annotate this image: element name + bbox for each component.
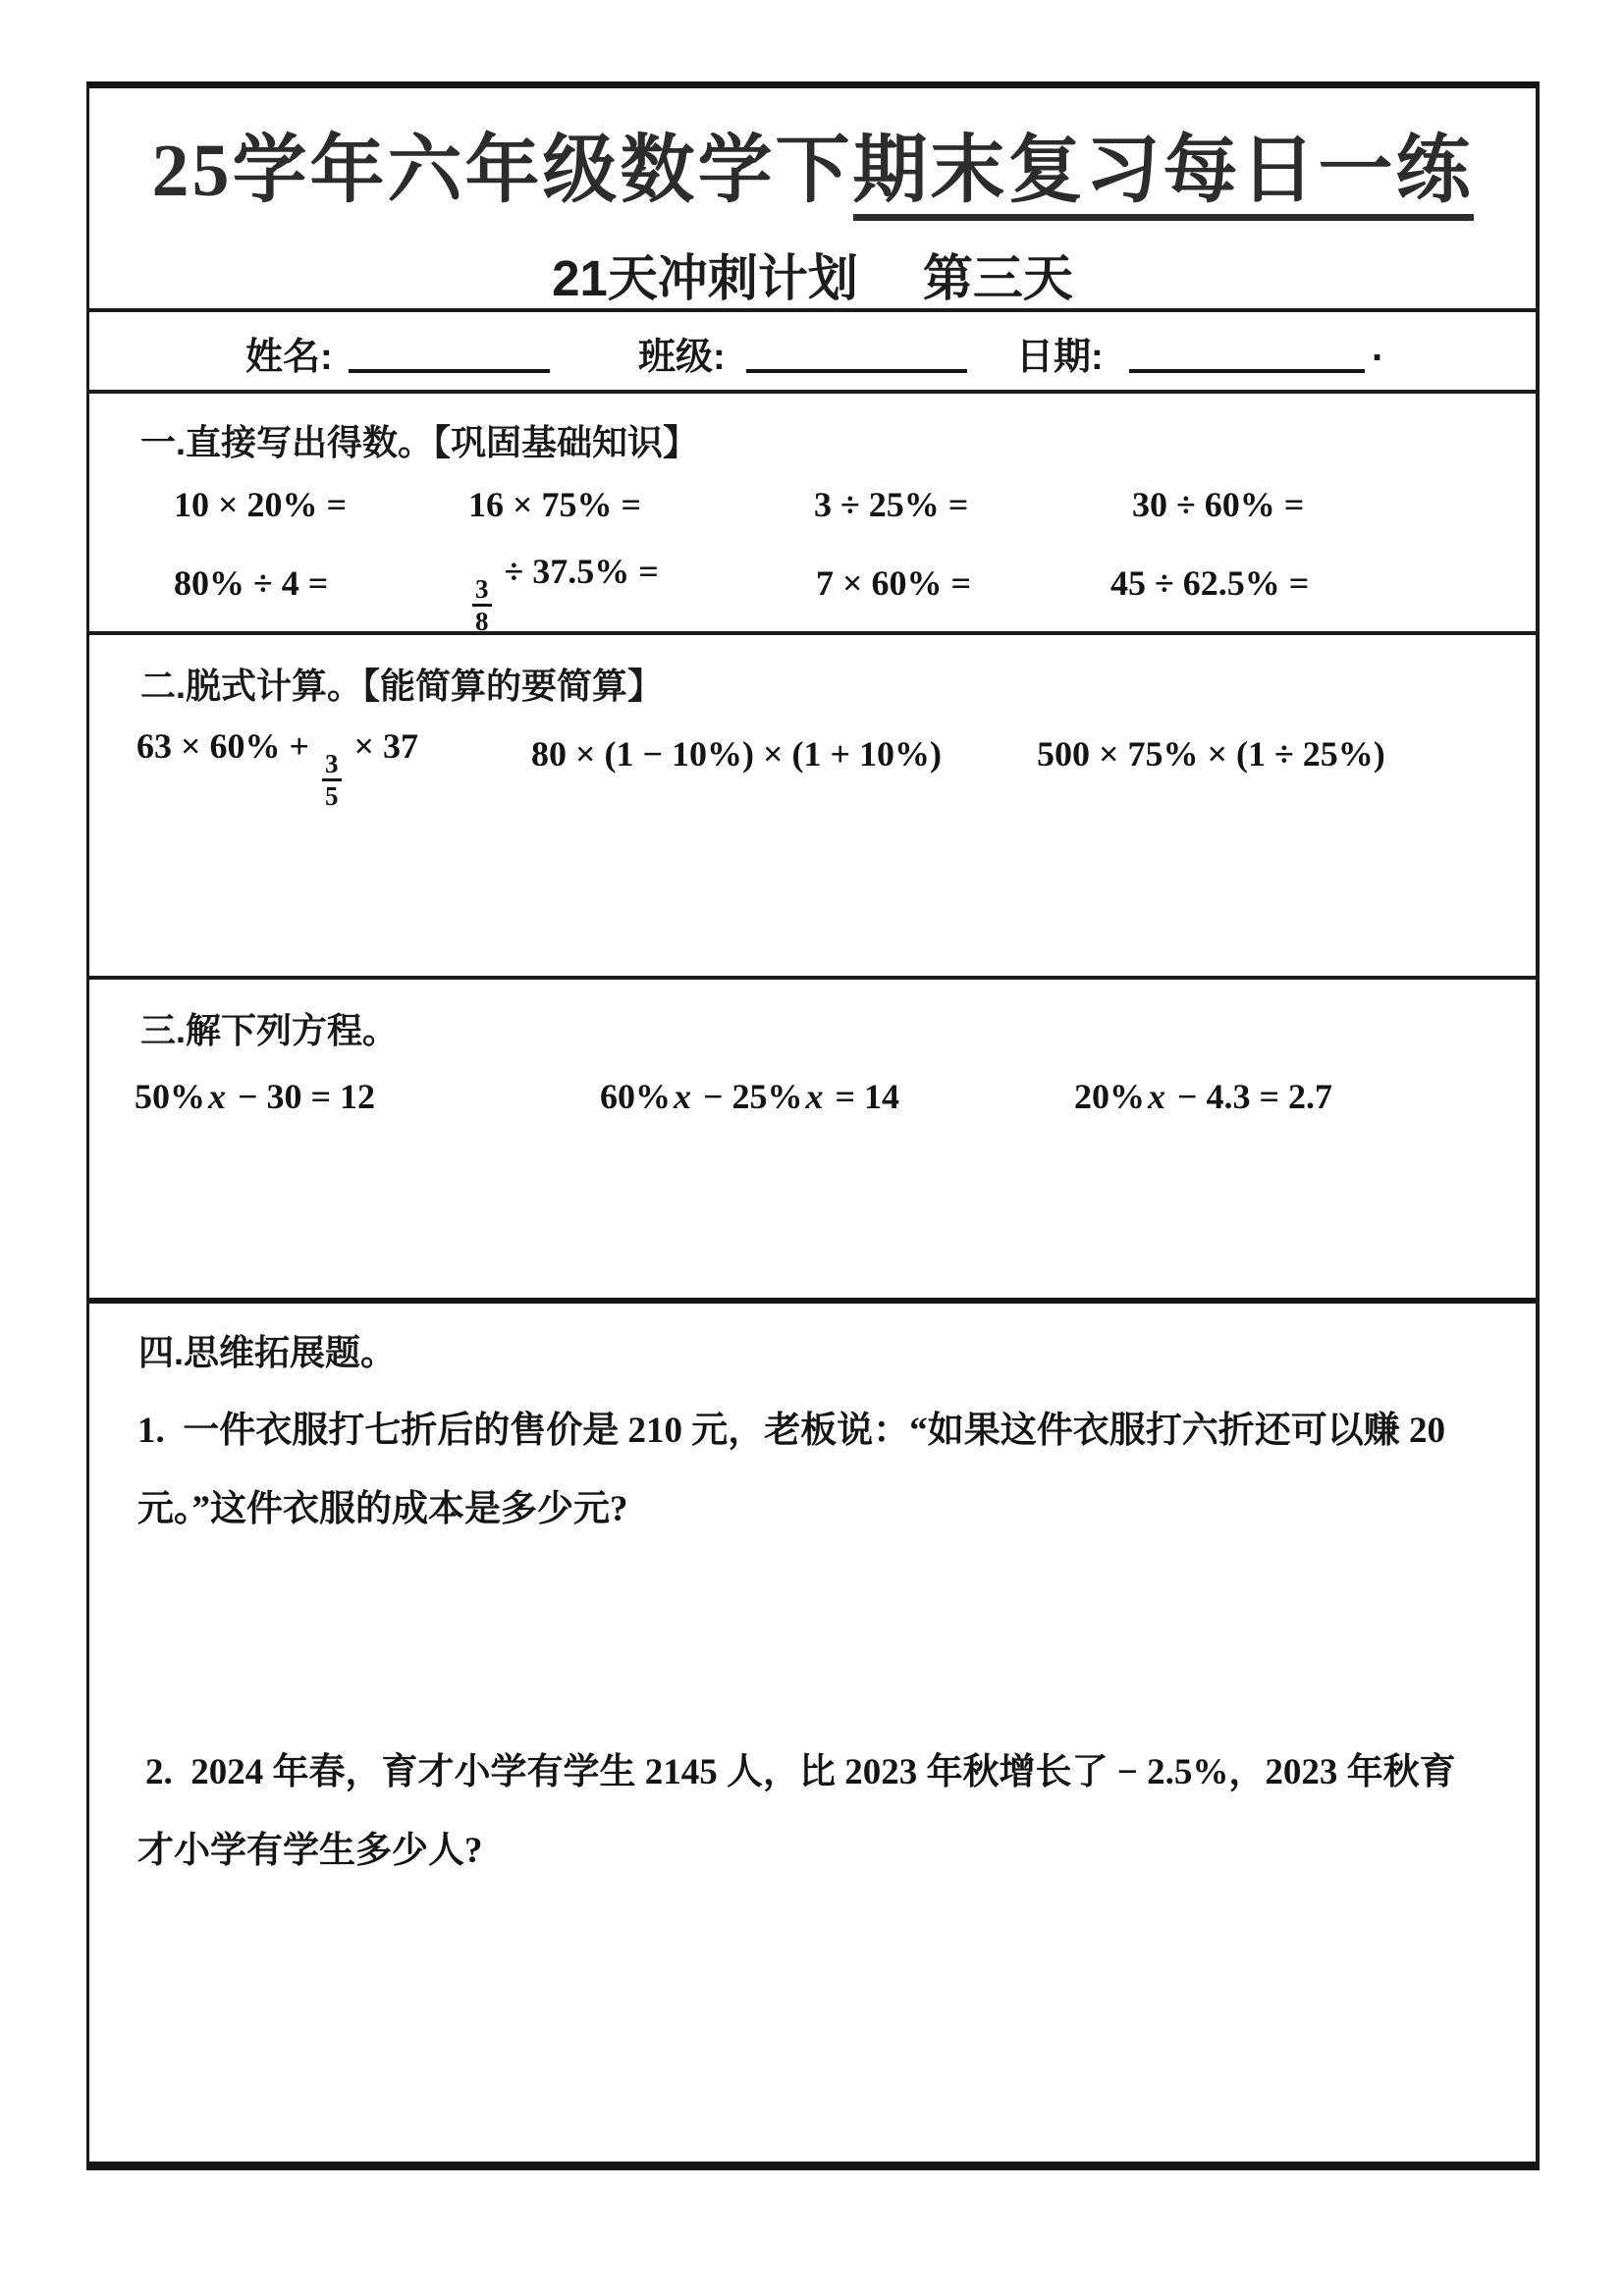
- oral-problem-3: 3 ÷ 25% =: [814, 485, 969, 524]
- section-1-heading: [140, 415, 698, 465]
- fraction-3-5: [322, 749, 342, 811]
- page-title: [89, 110, 1536, 217]
- oral-problem-6: [468, 551, 659, 636]
- title-plain-text: 25学年六年级数学下: [151, 130, 853, 212]
- section-4-heading: [138, 1325, 396, 1375]
- subtitle-day: 第三天: [922, 250, 1073, 306]
- oral-problem-4: 30 ÷ 60% =: [1132, 485, 1305, 524]
- word-problem-1-line-1: 1. 一件衣服打七折后的售价是 210 元，老板说：“如果这件衣服打六折还可以赚 20: [137, 1411, 1445, 1451]
- section-4-word-problems: [89, 1304, 1536, 2163]
- fraction-numerator: 3: [325, 748, 339, 778]
- equation-1-rest: − 30 = 12: [229, 1077, 376, 1116]
- section-3-heading: [140, 1003, 398, 1053]
- equation-2-coef: 60%: [600, 1077, 671, 1116]
- section-2-note: 【能简算的要简算】: [362, 666, 664, 706]
- section-3-equations: [89, 980, 1536, 1304]
- oral-problem-1: 10 × 20% =: [174, 485, 348, 524]
- date-label: 日期:: [1016, 337, 1104, 378]
- title-underlined-text: 期末复习每日一练: [853, 130, 1474, 221]
- variable-x: x: [674, 1077, 691, 1116]
- variable-x: x: [1148, 1077, 1165, 1116]
- class-label: 班级:: [638, 337, 726, 378]
- section-2-heading: [140, 659, 663, 709]
- section-1-title: 一.直接写出得数。: [140, 422, 434, 462]
- title-row: [89, 88, 1536, 312]
- subtitle: [89, 238, 1536, 310]
- section-1-note: 【巩固基础知识】: [433, 422, 699, 462]
- oral-problem-5: 80% ÷ 4 =: [174, 563, 329, 603]
- name-label: 姓名:: [245, 337, 333, 378]
- equation-3-coef: 20%: [1074, 1077, 1145, 1116]
- oral-problem-8: 45 ÷ 62.5% =: [1110, 563, 1310, 603]
- subtitle-plan: 21天冲刺计划: [552, 250, 858, 306]
- date-blank: [1129, 330, 1365, 373]
- word-problem-1-line-2: 元。”这件衣服的成本是多少元?: [137, 1489, 628, 1529]
- equation-3: [1074, 1076, 1332, 1117]
- equation-1-coef: 50%: [135, 1077, 205, 1116]
- equation-2: [600, 1076, 899, 1117]
- equation-2-rest: = 14: [826, 1077, 900, 1116]
- word-problem-2-line-1: 2. 2024 年春，育才小学有学生 2145 人，比 2023 年秋增长了 − 2.5%，2023 年秋育: [145, 1752, 1456, 1792]
- info-row: [89, 312, 1536, 394]
- fraction-denominator: 8: [472, 604, 492, 636]
- section-1-oral-calculation: [89, 394, 1536, 635]
- name-blank: [349, 330, 550, 373]
- equation-2-mid: − 25%: [694, 1077, 803, 1116]
- fraction-3-8: [472, 574, 492, 636]
- calc-expression-2: 80 × (1 − 10%) × (1 + 10%): [531, 734, 943, 774]
- calc-expression-1: [136, 725, 418, 811]
- calc-expression-3: 500 × 75% × (1 ÷ 25%): [1037, 734, 1385, 774]
- section-2-written-calculation: [89, 635, 1536, 980]
- oral-problem-2: 16 × 75% =: [468, 485, 642, 524]
- section-3-title: 三.解下列方程。: [140, 1010, 399, 1050]
- class-blank: [746, 330, 967, 373]
- section-4-title: 四.思维拓展题。: [138, 1332, 397, 1372]
- fraction-numerator: 3: [475, 573, 489, 604]
- oral-problem-6-rest: ÷ 37.5% =: [495, 552, 659, 591]
- word-problem-2-line-2: 才小学有学生多少人?: [137, 1831, 483, 1871]
- fraction-denominator: 5: [322, 778, 342, 811]
- info-period: .: [1372, 326, 1383, 369]
- calc-expression-1-post: × 37: [345, 726, 419, 766]
- section-2-title: 二.脱式计算。: [140, 666, 363, 706]
- equation-1: [135, 1076, 375, 1117]
- variable-x: x: [805, 1077, 824, 1116]
- variable-x: x: [208, 1077, 226, 1116]
- calc-expression-1-pre: 63 × 60% +: [136, 726, 319, 766]
- oral-problem-7: 7 × 60% =: [816, 563, 972, 603]
- worksheet-table: [86, 81, 1540, 2170]
- equation-3-rest: − 4.3 = 2.7: [1168, 1077, 1333, 1116]
